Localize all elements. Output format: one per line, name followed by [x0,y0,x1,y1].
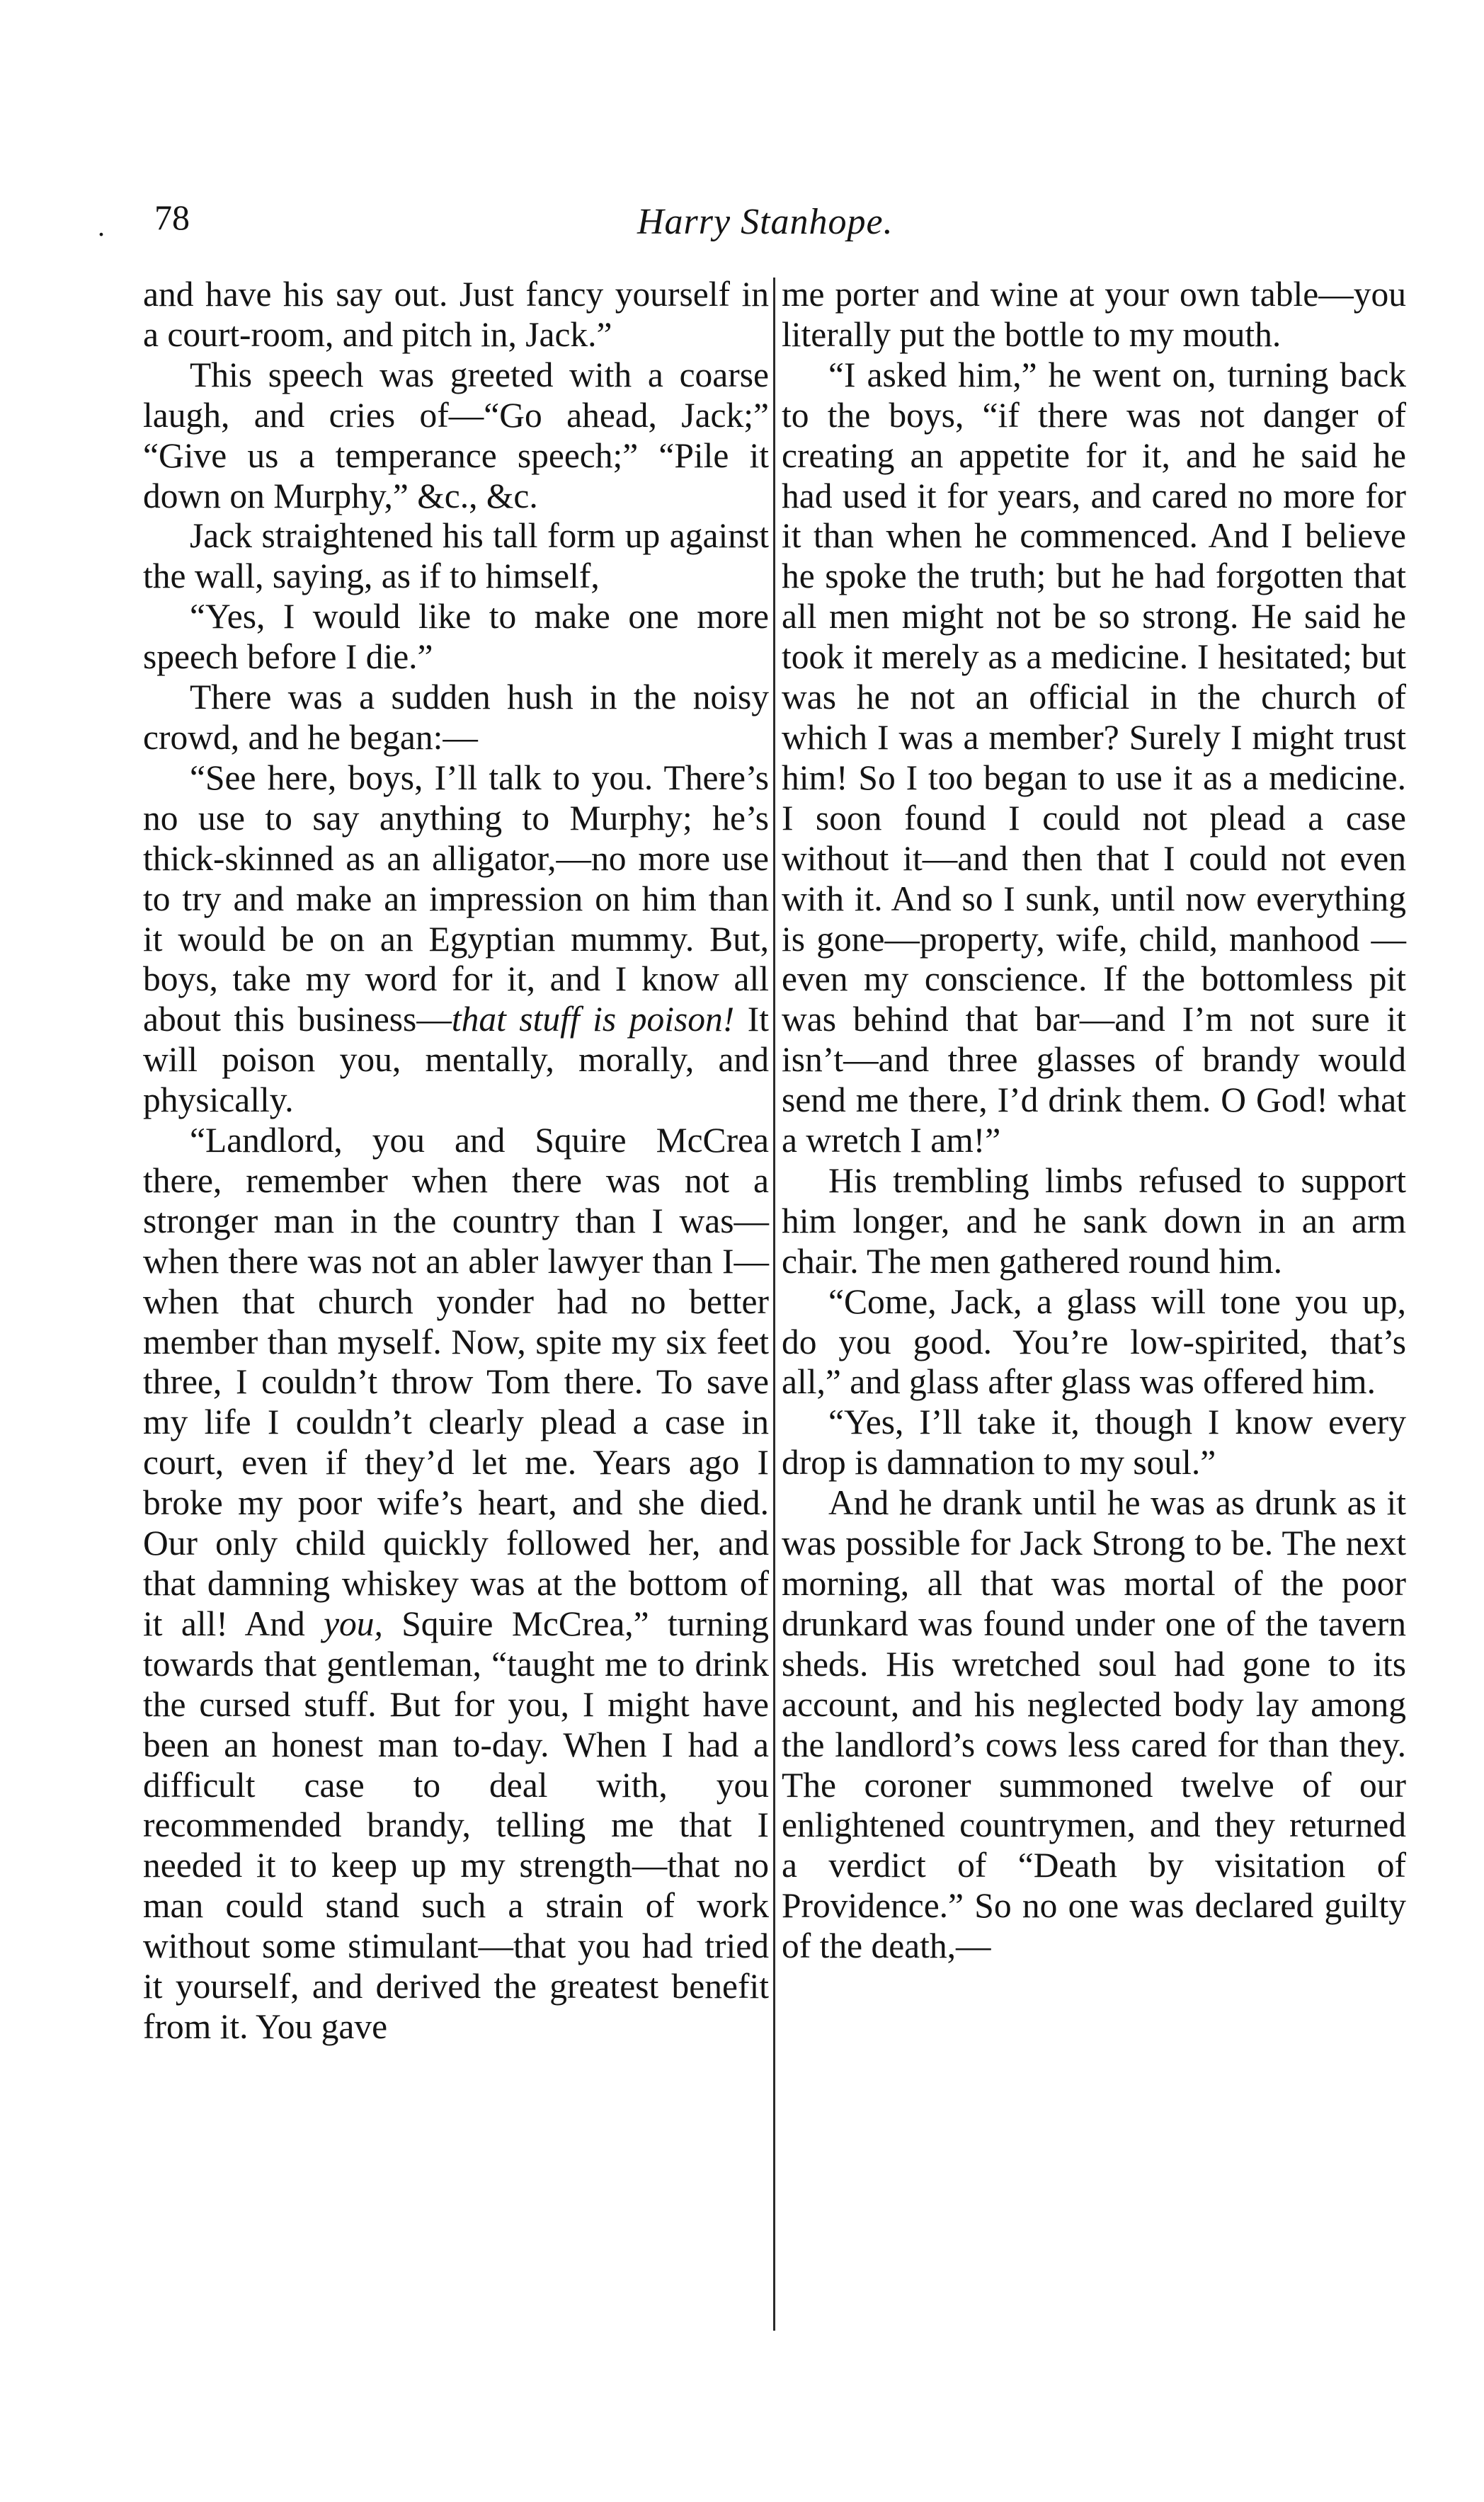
paragraph: and have his say out. Just fancy yourself in a court-room, and pitch in, Jack.” [143,275,769,354]
page-number: 78 [154,198,190,237]
paragraph: “Yes, I’ll take it, though I know every drop is damnation to my soul.” [782,1403,1406,1483]
paragraph-text: “Landlord, you and Squire McCrea there, remember when there was not a stronger man in the country than I was—when there was not an abler lawyer than I—when that church yonder had no better member than myself. Now, spite my six feet three, I couldn’t throw Tom there. To save my life I couldn’t clearly plead a case in court, even if they’d let me. Years ago I broke my poor wife’s heart, and she died. Our only child quickly followed her, and that damning whiskey was at the bottom of it all! And [143,1121,769,1643]
paragraph: “Come, Jack, a glass will tone you up, do you good. You’re low-spirited, that’s all,” and glass after glass was offered him. [782,1281,1406,1402]
italic-emphasis: that stuff is poison! [451,1000,735,1039]
paragraph [143,1121,769,2047]
paragraph: “Yes, I would like to make one more speech before I die.” [143,597,769,677]
column-divider [773,278,775,2331]
paragraph: me porter and wine at your own table—you literally put the bottle to my mouth. [782,275,1406,354]
right-column [782,275,1406,1967]
italic-emphasis: you, [324,1604,383,1643]
left-column [143,275,769,2047]
running-title: Harry Stanhope. [637,202,894,242]
paragraph: “I asked him,” he went on, turning back to the boys, “if there was not danger of creating an appetite for it, and he said he had used it for years, and cared no more for it than when he commenced. And I believe he spoke the truth; but he had forgotten that all men might not be so strong. He said he took it merely as a medicine. I hesitated; but was he not an official in the church of which I was a member? Surely I might trust him! So I too began to use it as a medicine. I soon found I could not plead a case without it—and then that I could not even with it. And so I sunk, until now everything is gone—property, wife, child, manhood —even my conscience. If the bottomless pit was behind that bar—and I’m not sure it isn’t—and three glasses of brandy would send me there, I’d drink them. O God! what a wretch I am!” [782,355,1406,1160]
paragraph: And he drank until he was as drunk as it was possible for Jack Strong to be. The next morning, all that was mortal of the poor drunkard was found under one of the tavern sheds. His wretched soul had gone to its account, and his neglected body lay among the landlord’s cows less cared for than they. The coroner summoned twelve of our enlightened countrymen, and they returned a verdict of “Death by visitation of Providence.” So no one was declared guilty of the death,— [782,1483,1406,1966]
paragraph: This speech was greeted with a coarse laugh, and cries of—“Go ahead, Jack;” “Give us a temperance speech;” “Pile it down on Murphy,” &c., &c. [143,355,769,515]
paragraph-text: Squire McCrea,” turning towards that gentleman, “taught me to drink the cursed stuff. But for you, I might have been an honest man to-day. When I had a difficult case to deal with, you recommended brandy, telling me that I needed it to keep up my strength—that no man could stand such a strain of work without some stimulant—that you had tried it yourself, and derived the greatest benefit from it. You gave [143,1604,769,2046]
paragraph-text: It will poison you, mentally, morally, and physically. [143,1000,769,1120]
paragraph-text: “See here, boys, I’ll talk to you. There’s no use to say anything to Murphy; he’s thick-skinned as an alligator,—no more use to try and make an impression on him than it would be on an Egyptian mummy. But, boys, take my word for it, and I know all about this business— [143,758,769,1039]
paragraph: His trembling limbs refused to support him longer, and he sank down in an arm chair. The men gathered round him. [782,1160,1406,1281]
margin-mark: . [98,210,105,242]
paragraph: Jack straightened his tall form up against the wall, saying, as if to himself, [143,516,769,596]
paragraph [143,758,769,1121]
paragraph: There was a sudden hush in the noisy crowd, and he began:— [143,678,769,757]
